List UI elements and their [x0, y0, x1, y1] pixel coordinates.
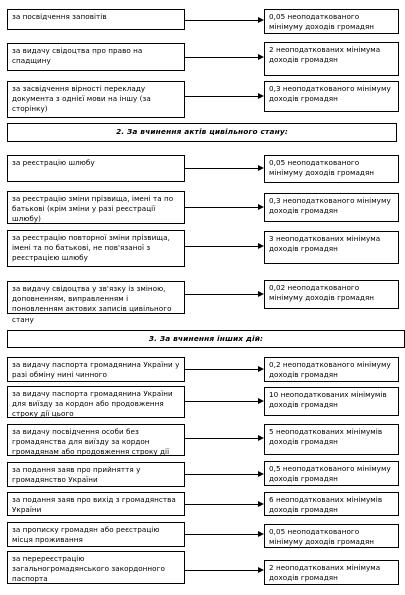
- action-text: за посвідчення заповітів: [12, 12, 107, 21]
- other-action-box: [7, 386, 185, 418]
- fee-box: [264, 193, 399, 222]
- fee-text: 0,05 неоподаткованого мінімуму доходів громадян: [269, 527, 375, 547]
- fee-box: [264, 424, 399, 455]
- civil-status-action-box: [7, 191, 185, 224]
- fee-text: 5 неоподаткованих мінімумів доходів громадян: [269, 427, 383, 447]
- fee-text: 0,2 неоподаткованого мінімуму доходів громадян: [269, 360, 391, 380]
- fee-box: [264, 280, 399, 309]
- fee-text: 6 неоподаткованих мінімумів доходів громадян: [269, 495, 383, 515]
- fee-box: [264, 461, 399, 486]
- notarial-action-box: [7, 81, 185, 118]
- action-text: за видачу паспорта громадянина України у разі обміну нині чинного: [12, 360, 180, 380]
- other-action-box: [7, 424, 185, 456]
- action-text: за видачу свідоцтва про право на спадщину: [12, 46, 143, 66]
- section-title: 2. За вчинення актів цивільного стану:: [116, 127, 288, 136]
- action-text: за подання заяв про прийняття у громадянство України: [12, 465, 141, 485]
- connector-line: [185, 534, 259, 535]
- fee-box: [264, 492, 399, 516]
- action-text: за реєстрацію зміни прізвища, імені та по батькові (крім зміни у разі реєстрації шлюбу): [12, 194, 174, 224]
- connector-line: [185, 57, 259, 58]
- fee-text: 0,05 неоподаткованого мінімуму доходів громадян: [269, 158, 375, 178]
- action-text: за реєстрацію шлюбу: [12, 158, 95, 167]
- other-action-box: [7, 492, 185, 516]
- fee-text: 10 неоподаткованих мінімумів доходів громадян: [269, 390, 387, 410]
- fee-box: [264, 560, 399, 585]
- fee-box: [264, 387, 399, 416]
- connector-line: [185, 294, 259, 295]
- connector-line: [185, 570, 259, 571]
- fee-text: 0,3 неоподаткованого мінімуму доходів громадян: [269, 196, 391, 216]
- connector-line: [185, 401, 259, 402]
- action-text: за видачу свідоцтва у зв'язку із зміною, доповненням, виправленням і поновленням актових записів цивільного стану: [12, 284, 172, 324]
- fee-box: [264, 81, 399, 112]
- action-text: за прописку громадян або реєстрацію місця проживання: [12, 525, 160, 545]
- fee-box: [264, 524, 399, 548]
- action-text: за видачу паспорта громадянина України для виїзду за кордон або продовження строку дії цього: [12, 389, 173, 419]
- section-heading-other-actions: [7, 330, 405, 348]
- connector-line: [185, 20, 259, 21]
- civil-status-action-box: [7, 230, 185, 267]
- fee-text: 0,5 неоподаткованого мінімуму доходів громадян: [269, 464, 391, 484]
- action-text: за видачу посвідчення особи без громадянства для виїзду за кордон громадянам або продовження строку дії: [12, 427, 170, 457]
- other-action-box: [7, 357, 185, 382]
- civil-status-action-box: [7, 155, 185, 182]
- connector-line: [185, 96, 259, 97]
- connector-line: [185, 369, 259, 370]
- fee-box: [264, 155, 399, 183]
- other-action-box: [7, 522, 185, 547]
- connector-line: [185, 474, 259, 475]
- fee-text: 3 неоподаткованих мінімума доходів громадян: [269, 234, 381, 254]
- connector-line: [185, 168, 259, 169]
- connector-line: [185, 207, 259, 208]
- section-heading-civil-status: [7, 123, 397, 142]
- connector-line: [185, 504, 259, 505]
- fee-box: [264, 357, 399, 382]
- fee-text: 2 неоподаткованих мінімума доходів громадян: [269, 45, 381, 65]
- other-action-box: [7, 551, 185, 584]
- section-title: 3. За вчинення інших дій:: [148, 334, 264, 343]
- civil-status-action-box: [7, 281, 185, 324]
- fee-box: [264, 9, 399, 34]
- connector-line: [185, 438, 259, 439]
- fee-box: [264, 231, 399, 264]
- fee-text: 0,05 неоподаткованого мінімуму доходів громадян: [269, 12, 375, 32]
- fee-text: 0,3 неоподаткованого мінімуму доходів громадян: [269, 84, 391, 104]
- notarial-action-box: [7, 9, 185, 30]
- other-action-box: [7, 462, 185, 487]
- action-text: за засвідчення вірності перекладу документа з однієї мови на іншу (за сторінку): [12, 84, 151, 114]
- notarial-action-box: [7, 43, 185, 71]
- connector-line: [185, 246, 259, 247]
- fee-box: [264, 42, 399, 76]
- action-text: за реєстрацію повторної зміни прізвища, імені та по батькові, не пов'язаної з реєстрацією шлюбу: [12, 233, 170, 263]
- action-text: за перереєстрацію загальногромадянського закордонного паспорта: [12, 554, 165, 584]
- action-text: за подання заяв про вихід з громадянства України: [12, 495, 176, 515]
- fee-text: 0,02 неоподаткованого мінімуму доходів громадян: [269, 283, 375, 303]
- fee-text: 2 неоподаткованих мінімума доходів громадян: [269, 563, 381, 583]
